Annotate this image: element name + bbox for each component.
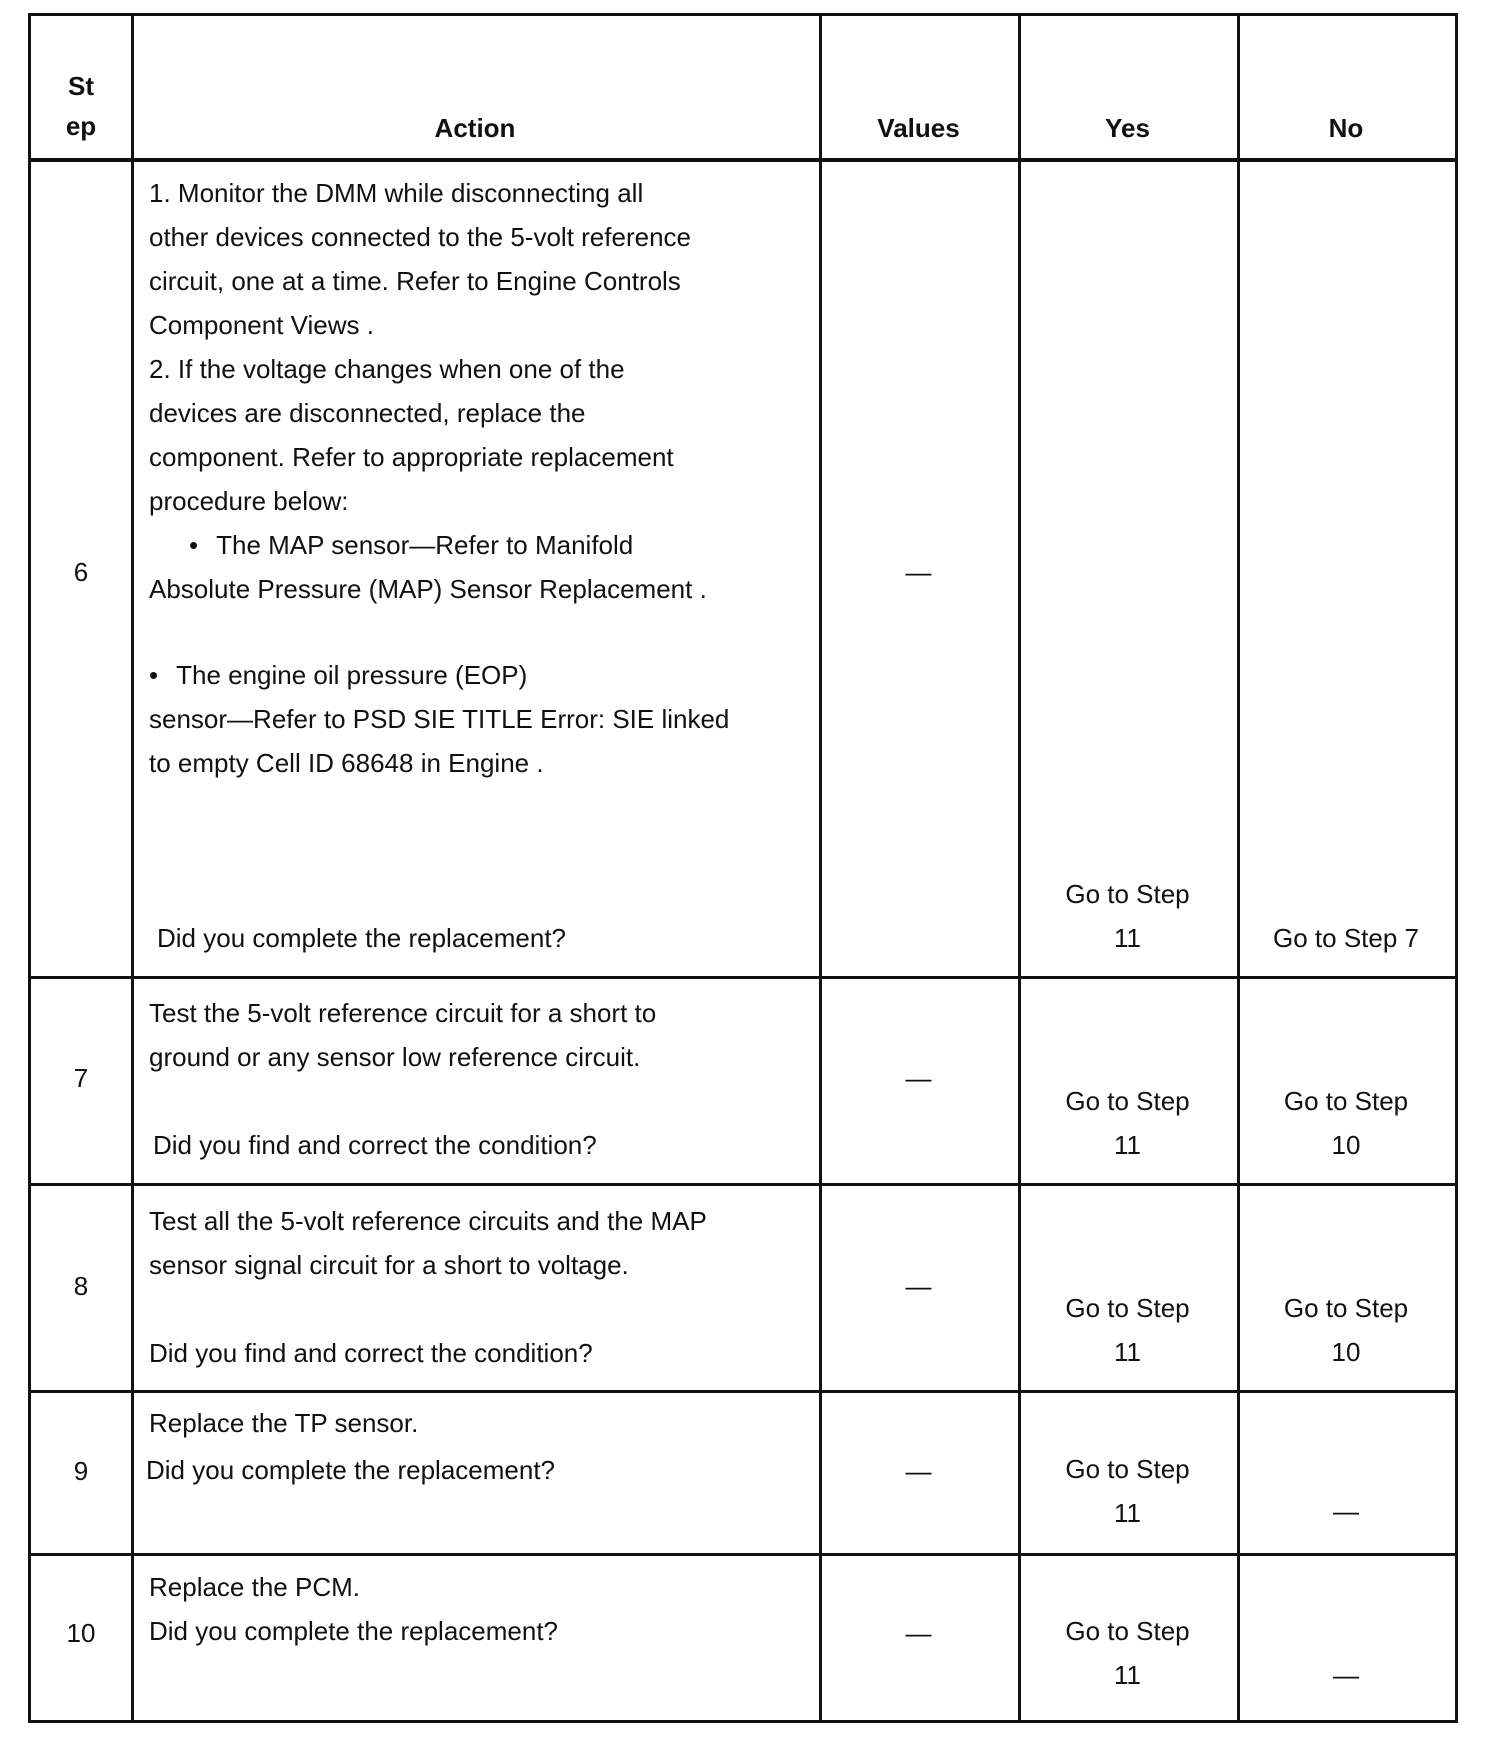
step-number: 6 bbox=[73, 557, 89, 587]
no-line: Go to Step bbox=[1283, 1293, 1409, 1323]
yes-line: 11 bbox=[1114, 923, 1141, 953]
yes-line: Go to Step bbox=[1065, 1086, 1190, 1116]
yes-cell bbox=[1018, 872, 1237, 960]
row-divider bbox=[31, 976, 1455, 979]
action-question: Did you find and correct the condition? bbox=[153, 1130, 597, 1160]
yes-line: Go to Step bbox=[1065, 1454, 1190, 1484]
no-cell: — bbox=[1333, 1496, 1359, 1526]
yes-line: Go to Step bbox=[1065, 879, 1190, 909]
header-step-line: ep bbox=[65, 111, 97, 141]
row-divider bbox=[31, 1553, 1455, 1556]
values-cell: — bbox=[905, 1063, 932, 1093]
action-question: Did you find and correct the condition? bbox=[149, 1338, 593, 1368]
step-number: 9 bbox=[73, 1456, 89, 1486]
header-no: No bbox=[1328, 113, 1364, 143]
action-line: circuit, one at a time. Refer to Engine Controls bbox=[149, 266, 681, 296]
action-line: devices are disconnected, replace the bbox=[149, 398, 586, 428]
yes-line: 11 bbox=[1114, 1337, 1141, 1367]
action-line: 2. If the voltage changes when one of the bbox=[149, 354, 625, 384]
action-question: Did you complete the replacement? bbox=[146, 1455, 556, 1485]
yes-line: 11 bbox=[1114, 1498, 1141, 1528]
header-step-line: St bbox=[68, 71, 94, 101]
no-line: 10 bbox=[1331, 1337, 1361, 1367]
bullet-icon bbox=[149, 660, 176, 690]
action-text bbox=[149, 1199, 819, 1287]
step-number: 7 bbox=[73, 1063, 89, 1093]
header-action: Action bbox=[434, 113, 516, 143]
no-cell: Go to Step 7 bbox=[1273, 923, 1419, 953]
action-text: Replace the PCM. bbox=[149, 1572, 360, 1602]
no-cell bbox=[1237, 1079, 1455, 1167]
action-line: component. Refer to appropriate replacement bbox=[149, 442, 674, 472]
action-line: ground or any sensor low reference circuit. bbox=[149, 1042, 641, 1072]
action-line: procedure below: bbox=[149, 486, 349, 516]
yes-cell bbox=[1018, 1447, 1237, 1535]
values-cell: — bbox=[905, 1271, 932, 1301]
row-divider bbox=[31, 1183, 1455, 1186]
diagnostic-table bbox=[28, 13, 1458, 1723]
no-line: 10 bbox=[1331, 1130, 1361, 1160]
yes-line: 11 bbox=[1114, 1130, 1141, 1160]
values-cell: — bbox=[905, 1456, 932, 1486]
header-yes: Yes bbox=[1105, 113, 1150, 143]
yes-line: Go to Step bbox=[1065, 1293, 1190, 1323]
action-line: The engine oil pressure (EOP) bbox=[176, 660, 528, 690]
yes-cell bbox=[1018, 1079, 1237, 1167]
yes-line: Go to Step bbox=[1065, 1616, 1190, 1646]
yes-cell bbox=[1018, 1609, 1237, 1697]
no-cell: — bbox=[1333, 1660, 1359, 1690]
action-line: Absolute Pressure (MAP) Sensor Replacement . bbox=[149, 574, 707, 604]
action-text bbox=[149, 171, 819, 785]
no-line: Go to Step bbox=[1283, 1086, 1409, 1116]
step-number: 10 bbox=[66, 1618, 96, 1648]
action-text bbox=[149, 991, 819, 1079]
action-question: Did you complete the replacement? bbox=[149, 1616, 559, 1646]
action-line: 1. Monitor the DMM while disconnecting all bbox=[149, 178, 644, 208]
bullet-icon bbox=[189, 530, 216, 560]
action-line: sensor signal circuit for a short to voltage. bbox=[149, 1250, 629, 1280]
row-divider bbox=[31, 1390, 1455, 1393]
step-number: 8 bbox=[73, 1271, 89, 1301]
header-step bbox=[31, 66, 131, 146]
no-cell bbox=[1237, 1286, 1455, 1374]
values-cell: — bbox=[905, 1618, 932, 1648]
yes-cell bbox=[1018, 1286, 1237, 1374]
header-values: Values bbox=[877, 113, 960, 143]
col-divider bbox=[131, 16, 134, 1720]
action-line: other devices connected to the 5-volt reference bbox=[149, 222, 691, 252]
action-line: Test all the 5-volt reference circuits and the MAP bbox=[149, 1206, 707, 1236]
action-line: Component Views . bbox=[149, 310, 374, 340]
action-line: to empty Cell ID 68648 in Engine . bbox=[149, 748, 544, 778]
action-line: sensor—Refer to PSD SIE TITLE Error: SIE linked bbox=[149, 704, 730, 734]
col-divider bbox=[1237, 16, 1240, 1720]
action-text: Replace the TP sensor. bbox=[149, 1408, 419, 1438]
action-line: The MAP sensor—Refer to Manifold bbox=[216, 530, 634, 560]
yes-line: 11 bbox=[1114, 1660, 1141, 1690]
action-line: Test the 5-volt reference circuit for a short to bbox=[149, 998, 657, 1028]
row-divider bbox=[31, 158, 1455, 162]
action-question: Did you complete the replacement? bbox=[157, 923, 567, 953]
values-cell: — bbox=[905, 557, 932, 587]
